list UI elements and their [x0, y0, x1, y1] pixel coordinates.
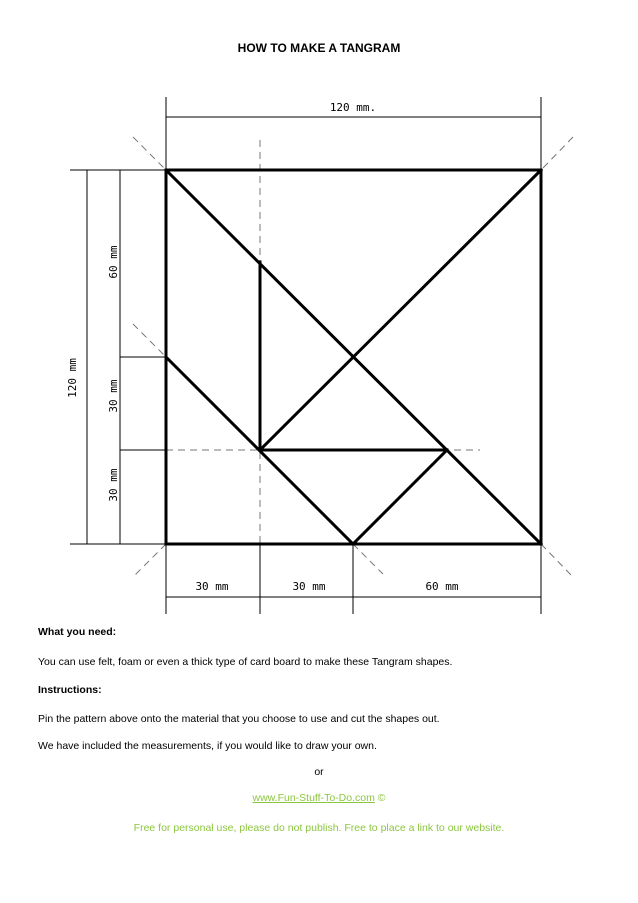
instructions-text-1: Pin the pattern above onto the material that you choose to use and cut the shapes out. [38, 713, 440, 725]
dim-bottom-30a-label: 30 mm [195, 580, 229, 593]
copyright-mark: © [374, 792, 386, 804]
tangram-shapes [166, 170, 541, 544]
diag-bottom-mid [353, 544, 383, 574]
diag-top-right [541, 137, 573, 170]
diag-top-left [133, 137, 166, 170]
need-heading: What you need: [38, 626, 117, 638]
need-text: You can use felt, foam or even a thick type of card board to make these Tangram shapes. [38, 656, 453, 668]
dim-top-label: 120 mm. [329, 101, 377, 114]
instructions-heading: Instructions: [38, 684, 102, 696]
dim-bottom-30b-label: 30 mm [292, 580, 326, 593]
page-title: HOW TO MAKE A TANGRAM [237, 41, 401, 55]
footer-note: Free for personal use, please do not publish. Free to place a link to our website. [133, 822, 505, 834]
upper-right-diagonal [260, 170, 541, 450]
diag-left-mid [133, 324, 166, 357]
dim-left-30b-label: 30 mm [107, 468, 120, 502]
website-line [0, 792, 638, 804]
small-diagonal [353, 450, 447, 544]
website-link[interactable]: www.Fun-Stuff-To-Do.com [252, 792, 375, 804]
dim-left-30a-label: 30 mm [107, 379, 120, 413]
dim-left-outer-label: 120 mm [66, 358, 79, 398]
dimension-lines [70, 97, 541, 614]
diag-bottom-right [541, 544, 573, 577]
dim-left-60-label: 60 mm [107, 245, 120, 279]
or-text: or [314, 766, 324, 778]
diag-bottom-left [133, 544, 166, 577]
dim-bottom-60-label: 60 mm [425, 580, 459, 593]
instructions-text-2: We have included the measurements, if you would like to draw your own. [38, 740, 377, 752]
